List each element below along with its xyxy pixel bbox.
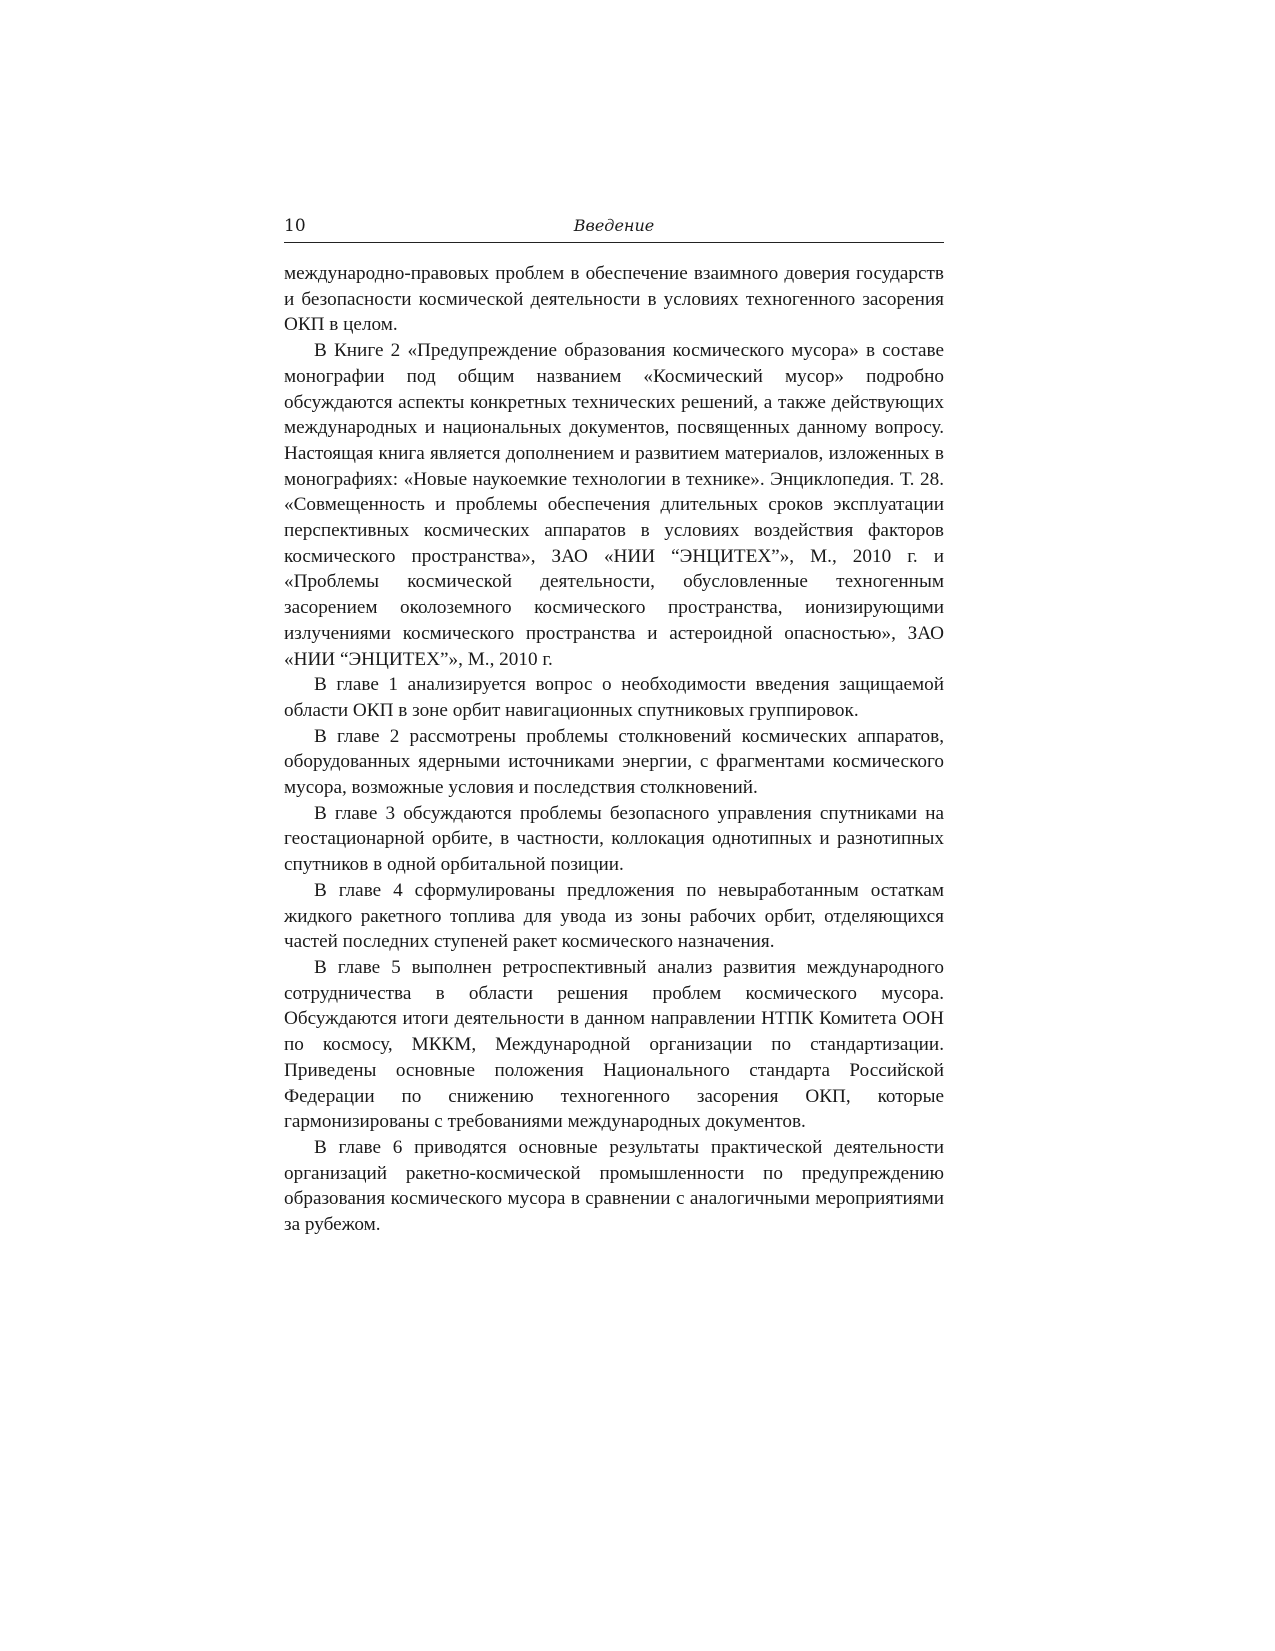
paragraph-chapter-3: В главе 3 обсуждаются проблемы безопасного управления спутниками на геостационарной орбите, в частности, коллокация однотипных и разнотипных спутников в одной орбитальной позиции. <box>284 802 944 876</box>
page-number: 10 <box>284 216 306 236</box>
body-text <box>284 261 944 1238</box>
paragraph-chapter-1: В главе 1 анализируется вопрос о необходимости введения защищаемой области ОКП в зоне орбит навигационных спутниковых группировок. <box>284 674 944 721</box>
paragraph-continued: международно-правовых проблем в обеспечение взаимного доверия государств и безопасности космической деятельности в условиях техногенного засорения ОКП в целом. <box>284 263 944 336</box>
paragraph-chapter-2: В главе 2 рассмотрены проблемы столкновений космических аппаратов, оборудованных ядерными источниками энергии, с фрагментами космического мусора, возможные условия и последствия столкновений. <box>284 725 944 799</box>
paragraph-book-2-overview: В Книге 2 «Предупреждение образования космического мусора» в составе монографии под общим названием «Космический мусор» подробно обсуждаются аспекты конкретных технических решений, а также действующих международных и национальных документов, посвященных данному вопросу. Настоящая книга является дополнением и развитием материалов, изложенных в монографиях: «Новые наукоемкие технологии в технике». Энциклопедия. Т. 28. «Совмещенность и проблемы обеспечения длительных сроков эксплуатации перспективных космических аппаратов в условиях воздействия факторов космического пространства», ЗАО «НИИ “ЭНЦИТЕХ”», М., 2010 г. и «Проблемы космической деятельности, обусловленные техногенным засорением околоземного космического пространства, ионизирующими излучениями космического пространства и астероидной опасностью», ЗАО «НИИ “ЭНЦИТЕХ”», М., 2010 г. <box>284 340 944 670</box>
section-title: Введение <box>573 216 655 235</box>
paragraph-chapter-4: В главе 4 сформулированы предложения по невыработанным остаткам жидкого ракетного топлива для увода из зоны рабочих орбит, отделяющихся частей последних ступеней ракет космического назначения. <box>284 879 944 953</box>
paragraph-chapter-5: В главе 5 выполнен ретроспективный анализ развития международного сотрудничества в области решения проблем космического мусора. Обсуждаются итоги деятельности в данном направлении НТПК Комитета ООН по космосу, МККМ, Международной организации по стандартизации. Приведены основные положения Национального стандарта Российской Федерации по снижению техногенного засорения ОКП, которые гармонизированы с требованиями международных документов. <box>284 956 944 1133</box>
book-page <box>284 212 944 1238</box>
running-head <box>284 212 944 243</box>
paragraph-chapter-6: В главе 6 приводятся основные результаты практической деятельности организаций ракетно-космической промышленности по предупреждению образования космического мусора в сравнении с аналогичными мероприятиями за рубежом. <box>284 1136 944 1236</box>
